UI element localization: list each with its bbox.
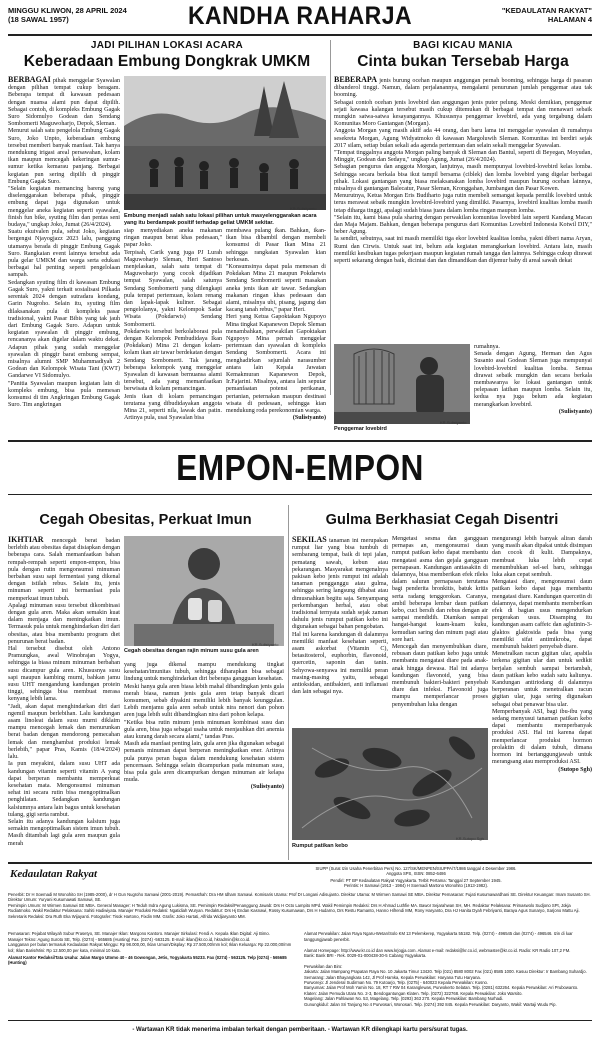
masthead: KANDHA RAHARJA	[187, 2, 413, 30]
article1-body-3: membawa pulang ikan. Bahkan, ikan-ikan bisa dibambil dengan membeli konsumsi di Pasar Ikan Mina 21 sehingga rangkaian Syawalan kian berkesan. "Konsumsinya dapat pula memesan di Pokdakan Mina 21 maupun Pokdarwis Sendang Sombomerti seperti masakan aneka jenis ikan air tawar. Sedangkan makanan ringan khas pedesaan dan alami, misalnya ubi, pisang, jagung dan kacang tanah rebus," papar Heri. Heri yang Ketua Gapoktakan Ngupoyo Mina tingkat Kapanewon Depok Sleman menambahkan, perwakilan Gapoktakan Ngupoyo Mina pernah menggelar pertemuan dan syawalan di kompleks Sendang Sombomerti. Acara ini menghadirkan sejumlah narasumber antara lain Kepala Jawatan Kemakmuran Kapanewon Depok, Ir.Fajarini. Misalnya, antara lain seputar pemanfaatan potensi perikanan, pertanian, peternakan maupun destinasi wisata di pedesaan, sehingga kian mendukung roda perekonomian warga.	[226, 228, 326, 415]
article3-author: (Sulistyanto)	[250, 784, 284, 791]
article4-column-2	[392, 536, 488, 724]
article4-headline: Gulma Berkhasiat Cegah Disentri	[325, 512, 559, 528]
article1-kicker: JADI PILIHAN LOKASI ACARA	[90, 40, 244, 51]
lovebird-photo-illustration	[334, 344, 470, 424]
edition-date: MINGGU KLIWON, 28 APRIL 2024	[8, 6, 127, 15]
footer-siupp: SIUPP (Surat Izin Usaha Penerbitan Pers) No. 127/SK/MENPEN/SIUPPA/7/1986 tanggal 4 Desember 1986. Anggota SPS, ISSN: 0852-6486	[315, 866, 517, 877]
article1-body-2: siap menyediakan aneka makanan ringan maupun berat khas pedesaan," papar Joko. Terpisah, Carik yang juga PJ Lurah Maguwoharjo Sleman, Heri Santoso menjelaskan, salah satu tempat di Maguwoharjo yang cocok dijadikan tempat Syawalan, salah satunya Sendang Sombomerti yang dilengkapi pula tempat pertemuan, kolam renang dan lapak-lapak kuliner. Sebagai pengelolanya, yakni Kelompok Sadar Wisata (Pokdarwis) Sendang Sombomerti. Pokdarwis tersebut berkolaborasi pula dengan Kelompok Pembudidaya Ikan (Pokdakan) Mina 21 dengan kolam-kolam ikan air tawar berdekatan dengan Sendang Sombomerti. Tak jarang, beberapa kelompok yang menggelar Syawalan di kawasan bernuansa alami tersebut, ada yang memanfaatkan berwisata di kolam pemancingan. Jenis ikan di kolam pemancingan terutama yang dibudidayakan anggota Mina 21, seperti nila, lawak dan patin. Artinya pula, usai Syawalan bisa	[124, 228, 222, 422]
edition-page-block	[502, 6, 592, 24]
article2-photo	[334, 344, 470, 424]
article1-photo-caption: Embung menjadi salah satu lokasi pilihan untuk masyelenggarakan acara yang itu berdampak positif terhadap geliat UMKM sekitar.	[124, 213, 317, 226]
article1-author: (Sulistyanto)	[292, 415, 326, 422]
article1-spacer	[8, 392, 326, 432]
edition-hijri-date: (18 SAWAL 1957)	[8, 15, 69, 24]
article1-headline: Keberadaan Embung Dongkrak UMKM	[23, 53, 311, 70]
footer-marketing-text: Pemasaran: Pejabat Wilayah Subur Prasetyo, SE. Manajer Iklan: Margono Kantoro. Manajer Sirkulasi: Fendi A. Kepala Iklan Digital: Aji Bimo. Manajer Tekno: Agung Suroto SE, Telp. (0274) - 565685 (Hunting) Fax. (0274) -563125. E-mail: iklan@kr.co.id, hkradmin@kr.co.id. Langganan per bulan termasuk Kedaulatan Rakyat Minggu: Rp 98.000,00, Iklan Umum/Display: Rp 27.500,00/mm kol; Iklan Keluarga: Rp 22.000,00/mm kol; Iklan Baris/Mini: Rp 12.500,00 per kata, minimal 10 kata.	[8, 931, 292, 953]
article4-body-2: Mengetasi sesma dan gangguan pernapas an, mengonsumsi daun rumput patikan kebo dapat membantu mengatasi asma dan gejala gangguan pernapasan. Kandungan antiasakiin di dalamnya, bisa memberikan efek rileks dalam saluran pernapasan terutama bagi penderita bronkitis, batuk kritis serta radang tenggorokan. Caranya, ambil beberapa lembar daun patikan kebo, cuci bersih dan rebus dengan air sampai mendidih. Diamkan sampai hangat-hangat kuam-kuam kuku, kemudian saring dan minum pagi atau sore hari. Mencegah dan menyembuhkan diare, rebusan daun patikan kebo juga untuk membantu mengatasi diare pada anak-anak hingga dewasa. Hal ini adanya kandungan flavonoid, yang bisa membunuh bakteri-bakteri penyebab diare dan infeksi. Flavonoid juga mampu memperlancar proses penyembuhan luka dengan	[392, 536, 488, 708]
article2-kicker: BAGI KICAU MANIA	[413, 40, 513, 51]
patikan-kebo-photo-illustration	[292, 728, 488, 840]
newspaper-slogan: "KEDAULATAN RAKYAT"	[501, 6, 592, 15]
footer-branch-office: Alamat Perwakilan: Jalan Raya Ngaru-Wetan/Solo KM 13 Pelemkerep, Yogyakarta 55182. Telp. (0274) - 496545 dan (0274) - 496546. Izin di luar tanggungjawab penerbit.	[304, 931, 573, 942]
article2-photo-caption: Penggemar lovebird	[334, 426, 387, 432]
article1-lead-word: BERBAGAI	[8, 75, 51, 84]
article2-body-2: rumahnya. Senada dengan Agung, Herman dan Agus Susanto asal Godean Sleman juga mempunyai lovebird-lovebird kualitas lomba. Semua dirawat sebaik mungkin dan secara berkala membawanya ke lokasi gantangan untuk pelepasan latihan maupun lomba. Selain itu, kedua nya juga belum ada kegiatan merangkarkan lovebird.	[474, 344, 592, 408]
article3-body-2: yang juga dikenal mampu mendukung tingkat kesehatan/imunitas tubuh, sehingga diharapkan bisa sebagai lindung untuk menghindarkan diri beberapa gangguan kesehatan. Meski hanya gula aren biasa lebih mahal dibandingkan jenis gula merah biasa, namun jenis gula aren tetap banyak dicari konsumen, sebab diyakini memiliki lebih banyak keunggulan. Lebih menjamu gula aren sebab untuk nira nenori dan pohon aren juga lebih sulit dibandingkan nira dari pohon kelapa. "Ketika bisa rutin minum jenis minuman kombinasi susu dan gula aren, bisa juga sebagai usaha untuk menjauhkan diri anemia atau kurang darah secara alami," tandas Pras. Masih ada manfaat penting lain, gula aren jika digunakan sebagai pemanis minuman dapat berperan meningkatkan ener. Artinya pula punya peran bagus dalam mendukung kesehatan sistem pencernaan. Sehingga selain dicampurkan pada minuman susu, bisa pula gula aren dicampurkan dengan minuman air kelapa muda.	[124, 662, 284, 784]
article2-column-2	[474, 344, 592, 434]
section-title: EMPON-EMPON	[176, 447, 424, 488]
footer-founders: Pendiri: PT BP Kedaulatan Rakyat Yogyakarta. Terbit Pertama: Tanggal 27 September 1945. Perintis: H Samawi (1913 - 1984) H Soemadi Martono Wonohito (1913-1982).	[330, 878, 502, 889]
section-top-rule	[8, 440, 592, 442]
susu-photo-illustration	[124, 536, 284, 646]
footer-journalist-note: - Wartawan KR tidak menerima imbalan terkait dengan pemberitaan. - Wartawan KR dilengkapi kartu pers/surat tugas.	[132, 1027, 468, 1033]
column-divider-bottom	[288, 505, 289, 860]
footer-address: Alamat Kantor Redaksi/Tata Usaha: Jalan Margo Utomo 40 - 46 Gowongan, Jetis, Yogyakarta 55233. Fax (0274) - 563125. Telp (0274) - 565685 (Hunting)	[8, 955, 287, 966]
column-divider	[330, 40, 331, 395]
article1-photo-credit: KR-Sulistyanto	[290, 206, 317, 211]
article3-lead-word: IKHTIAR	[8, 535, 44, 544]
footer-top-rule	[8, 862, 592, 864]
footer-bottom-rule	[8, 1020, 592, 1021]
article4-column-3	[492, 536, 592, 858]
footer-staff: Penerbit: Dr H Soemadi M Wonohito SH (1985-2000), dr H Gun Nugroho Samawi (2001-2019). Pemasthah: Dra HM Idham Samawi. Komisaris Utama: Prof Dr Longani Adisujanto. Direktur Utama: M Wirmen Samawi SE MBA. Direktur Pemasaran: Fujati Kusumawardhani SE. Direktur Keuangan: Imam Susanto SH. Direktur Umum: Yuryani Kusumawati Samawi, SE. Pemimpin Umum: M Wirmen Samawi SE MBA. General Manager: H Teduh Indra Agung Lukisma, SE. Pemimpin Redaksi/Penanggung Jawab: Drs H Octo Lampito MPd. Wakil Pemimpin Redaksi: Drs H Ahmad Luthfie MA. Bawor Sejarahwan SH, MH. Redaktur Pelaksana: Primaswolo Sudjono SPt, Jokja Rudiatmoko. Wakil Redaktur Pelaksana: Sahiti Hadiwiyata. Manajer Produksi Redaksi: Ngatidiah Wuryan. Redaktur: Drs Hj Endan Kasnawi, Rossy Kusumawan, Drs H Hudarno, Drs Restu Ramanto, Hanno Hifrendi MM, Rony Haryanto, Dra HJ Hanita Dyah Febriyanti, Baraya Agus Sunaryo, Sarjono Mattu Aji. Sekretaris Redaksi: Dra Ruth Eka Wijayanti. Fotografer: Tisok Hartono, Fixdin MM. Grafis: Joko Hartati, Alfrida Widjiaryanto MM.	[8, 892, 591, 919]
article4-author: (Sutopo Sgh)	[558, 766, 592, 773]
footer-branches	[304, 926, 592, 1010]
article1-column-2	[124, 228, 222, 422]
article4-photo-credit: KR-Sutopo Sgh	[456, 836, 484, 841]
footer-marketing	[8, 926, 298, 1010]
article2-body-1: jenis burung ocehan maupun anggungan pernah booming, sehingga harga di pasaran dibanderol tinggi. Namun, dalam perjalanannya, mengalami penurunan jumlah penggemar atau tak booming. Sebagai contoh ocehan jenis lovebird dan anggungan jenis puter pelung. Meski demikian, penggemar sejati kawasa kalangan tersebut masih cukup ditemukan di berbagai tempat dan menawari sebaik mungkin satwa-satwa kesayangannya. Khususnya penggemar lovebird, ada yang tergabung dalam Komunitas Moro Gantangan (Morgan). Anggota Morgan yang masih aktif ada 44 orang, dan baru lama ini menggelar syawalan di rumahnya sesekreta Morgan, Agung Widyatmoko di kawasan Margoluwih Sleman. Komunitas ini berdiri sejak 2017 silam, setiap bulan sekali ada agenda pertemuan dan selain sekali menggelar Syawalan. "Tempat tinggalnya anggota Morgan paling banyak di Sleman dan Bantul, seperti di Beyegan, Moyudan, Minggir, Godean dan Sedayu," ungkap Agung, Jumat (26/4/2024). Sebagian pengurus dan anggota Morgan, lanjutnya, masih mempunyai lovebird-lovebird kelas lomba. Sehingga secara berkala bisa ikut tampil bersama (ciblek) dan lomba lovebird yang digelar berbagai pihak. Lokasi gantangan yang biasa melaksanakan lomba lovebird maupun burung ocehan lainnya, misalnya di gantangan Balecatur, Pasar Sleman, Kronggahan, Jumbangan dan Pasar Kowen. Menurutnya, Ketua Morgan Eris Budiharto juga rutin membeli semangat kepada pemilik lovebird untuk terus merawat sebaik mungkin lovebird-lovebird yang dimiliki. Pasarnya, lovebird kualitas lomba masih tetap diharga tinggi, apalagi sudah biasa juara dalam lomba ringan maupun lomba. "Selain itu, kami biasa pula sharing dengan perwakilan komunitas lovebird lain seperti Kandang Macan dan Maja Majam. Bahkan, dengan beberapa pengurus dari Komunitas Lovebird Indonesia Kotwil DIY," beber Agung. Ia sendiri, sebutnya, saat ini masih memiliki tiga ekor lovebird kualitas lomba, yakni diberi nama Aryan, Rumi dan Cirwis. Untuk saat ini, belum ada kegiatan merangkarkan lovebird. Antara lain, masih memiliki kesibukan tugas pekerjaan maupun kegiatan rumah tangga dan lainnya. Sehingga cukup dirawat seperti sekarang dengan baik, dicintai dan dan dimandikan dan dijemur baby di areal sawah dekat	[334, 78, 592, 265]
article3-photo-caption: Cegah obesitas dengan rajin minum susu gula aren	[124, 648, 259, 654]
article1-column-1	[8, 75, 120, 409]
footer-homepage: Alamat Homepage: http://www.kr.co.id dan www.krjogja.com. Alamat e-mail: redaksi@kr.co.id, webmaster@kr.co.id. Radio: KR Radio 107,2 FM. Bank: Bank BRI - Rek. 0029-01-000438-30-5 Cabang Yogyakarta.	[304, 947, 571, 959]
article4-body-1: tanaman ini merupakan rumput liar yang bisa tumbuh di sembarang tempat, baik di tepi jalan, pematang sawah, kebun atau pekarangan. Masyarakat mengenalnya pakisan kebo jenis rumput ini adalah tanaman pengganggu atau gulma, sehingga sering langsung dibabat atau dimusnahkan begitu saja. Senyampang perkembangan herbal, atau obat tradisional ternyata sudah sejak zaman dahulu jenis rumput patikan kebo ini digunakan sebagai bahan pengobatan. Hal ini karena kandungan di dalamnya memiliki manfaat kesehatan seperti, asam askorbat (Vitamin C), betasitosterol, euphorbin, flavonoid, quercetin, saponin dan tanin. Sehyowa-senyawa ini memiliki peran masing-masing yaitu, sebagai antioksidan, antibakteri, anti inflamasi dan lain sebagai nya.	[292, 538, 388, 696]
article4-lead-word: SEKILAS	[292, 535, 327, 544]
article2-lead-word: BEBERAPA	[334, 75, 377, 84]
article2-photo-credit: KR-Sulistyanto	[440, 420, 467, 425]
article4-photo-caption: Rumput patikan kebo	[292, 843, 348, 849]
footer-representatives: Perwakilan dan Biro: Jakarta: Jalan Mampang Prapatan Raya No. 10 Jakarta Timur 13420. Telp (021) 8580 8002 Fax (021) 8585 1000. Kasuu Direktur: Ir Bambang Suhardjo. Semarang: Jalan Bhayangkara 142, Jl Prof Hamka, Kepala Perwakilan: Haryana Tutu Haryana. Purworejo: Jl Jenderal Sudirman No. 79 Kutoarjo, Telp. (0275) - 640023 Kepala Perwakilan: Kusno. Banyumas: Jalan Prof Moh Yamin No. 18, RT 7 RW 04 Karanglewas, Purwokerto Selatan. Telp. (0281) 632264. Kepala Perwakilan: Ari Prubowanto. Klaten: Jalan Pemuda Utara No. 2-3, Bendogantungan Klaten. Telp. (0272) 322768. Kepala Perwakilan: Joko Warsito. Magelang: Jalan Pahlawan No. 53, Magelang. Telp. (0293) 363 270. Kepala Perwakilan: Bambang Nurhadi. Gunungkidul: Jalan Sri Tanjung No 4 Purwosari, Wonosari. Telp. (0274) 392 845. Kepala Perwakilan: Daryanto, Wakil: Wartaji Wudu Pip.	[304, 963, 587, 1007]
article1-photo	[124, 76, 326, 210]
article2-headline: Cinta bukan Tersebab Harga	[357, 53, 569, 70]
article3-photo-credit: KR-Sulistyanto	[252, 642, 279, 647]
header-rule	[8, 34, 592, 36]
article4-photo	[292, 728, 488, 840]
article2-author: (Sulistyanto)	[558, 408, 592, 415]
page-number: HALAMAN 4	[547, 15, 592, 24]
embung-photo-illustration	[124, 76, 326, 210]
article1-column-3	[226, 228, 326, 422]
section-bottom-rule	[8, 494, 592, 495]
article3-headline: Cegah Obesitas, Perkuat Imun	[39, 512, 252, 528]
article3-column-2	[124, 662, 284, 858]
article4-body-3: mengurangi lebih banyak aliran darah yang masih akan dipakai untuk disimpan dan cocok di kulit. Dampaknya, membuat luka lebih cepat menumbuhkan sel-sel baru, sehingga luka akan cepat sembuh. Mengatasi diare, mengonsumsi daun patikan kebo dapat juga membantu mengatasi diare. Kandungan quercetin di dalamnya, dapat membantu memberikan efek di bagian usus mengendurkan pergerakan usus. Disamping itu kandungan asam caffeic dan aglutinin-3- glaktos glaktosida pada bisa yang memiliki sifat antimikroba, dapat membunuh bakteri penyebab diare. Menetralkan racun gigitan ular, apabila terkena gigitan ular dan untuk sedikit berjalan sembuh sampai bertambah, daun patikan kebo sudah satu kaliunya. Kandungan antiriodang di dalamnya berperanan untuk menetralkan racun gigitan ular, juga sering digunakan sebagai obat penawar bisa ular. Memperbanyak ASI, bagi ibu-ibu yang sedang menyusui tanaman patikan kebo dapat membantu memperbanyak produksi ASI. Hal ini karena dapat memperlancar produksi hormon prolaktin di dalam tubuh, dimana hormon ini bertanggungjawab untuk merangsang atau memproduksi ASI.	[492, 536, 593, 766]
article3-body-1: mencegah berat badan berlebih atau obesitas dapat disiapkan dengan beberapa cara. Salah memanfaatkan bahan rempah-rempah seperti empon-empon, bisa pula dengan rutin mengonsumsi minuman berbahan susu sapi fermentasi yang dikenal dengan istilah rebus. Selain itu, jenis minuman seperti ini bermanfaat pula memperkuat imun tubuh. Apalagi minuman susu tersebut dikombinasi dengan gula aren. Maka akan semakin kuat dalam menjaga dan meningkatkan imun. Termasuk pula untuk menghindarkan diri dari obesitas, atau bisa membantu program diet penurunan berat badan. Hal tersebut disebut oleh Antono Pramungkas, awal Winobrajan Yogya, sehingga ia biasa minum minuman berbahan susu dicampur gula aren. Khususnya susu sapi maupun kambing murni, bahkan jamu susu UHT mengandung kandungan protein tinggi, sehingga bisa membuat merasa kenyang lebih lama. "Jadi, akan dapat menghindarkan diri dari ngemil maupun berlebihan. Lalu kandungan asam linoleat dalam susu murni diklaim mampu mencegah lemak dan menurunkan berat badan dengan mendorong pemecahan lemak dan menghambat produksi lemak berlebih," papar Pras, Kamis (18/4/2024) lalu. Ia pun meyakini, dalam susu UHT ada kandungan vitamin seperti vitamin A yang dapat berperan membantu memperkuat kesehatan mata. Mengonsumsi minuman sehat ini secara rutin bisa mengoptimalkan penghilatan. Sedangkan kandungan kalsiumnya antara lain bagus untuk kesehatan tulang, gigi serta rambut. Selain itu adanya kandungan kalsium juga semakin mengoptimalkan sistem imun tubuh. Masih ditambah lagi gula aren maupun gula merah	[8, 538, 120, 847]
article4-column-1	[292, 536, 388, 724]
article3-column-1	[8, 536, 120, 858]
article3-photo	[124, 536, 284, 646]
kr-logo: Kedaulatan Rakyat	[10, 868, 98, 880]
article2-column-1	[334, 76, 592, 342]
article1-body-1: pihak menggelar Syawalan dengan pilihan tempat cukup beragam. Beberapa tempat di kawasan pedesaan dengan nuansa alami pun dapat dipilih. Sebagai contoh, di kompleks Embung Gagak Suro Sidomulyo Godean dan Sendang Sombomerti Maguwoharjo, Depok, Sleman. Menurut salah satu pengelola Embung Gagak Suro, Joko Unpto, keberadaan embung tersebut memberi banyak manfaat. Tak hanya mendukung irigasi areal persawahan, kolam ikan maupun mencegah kekeringan sumur-sumur ketika kemarau panjang. Berbagai kegiatan pun sering dipilih di pinggir Embung Gagak Suro. "Selain kegiatan memancing bareng yang diselenggarakan beberapa pihak, pinggir embung dapat juga digunakan untuk menggelar aneka kegiatan seperti syawalan, finish fun bike, syuting film dan pentas seni budaya," ungkap Joko, Jumat (26/4/2024). Suatu ekuivalen pula, sebut Joko, kegiatan bergengsi Njayogjazz 2023 lalu, panggung utamanya berada di pinggir Embung Gagak Suro. Rangkaian event lainnya tersebut ada pula gelar UMKM dan warga serta edukasi berbagai hal penting seperti pengelolaan sampah. Sedangkan syuting film di kawasan Embung Gagak Suro, yakni terkait sosialisasi Pilkada serentak 2024 dengan sutradara kondang, Garin Nugroho. Selain itu, syuting film dilaksanakan pula di kompleks pasar tradisional, yakni Pasar Bibis yang tak jauh dari Embung Gagak Suro. Adapun untuk kegiatan syawalan di pinggir embung, rencananya akan digelar dalam waktu dekat. Adapun pihak yang sudah menggelar syawalan di pinggir barat embung sempat, misalnya alumni SMP Muhammadiyah 2 Godean dan Kelompok Wisata Tani (KWT) Gandarwe VI Sidomulyo. "Panitia Syawalan maupun kegiatan lain di kompleks embung, bisa pula memesan konsumsi di tim Angkringan Embung Gagak Suro. Tim angkringan	[8, 78, 120, 409]
